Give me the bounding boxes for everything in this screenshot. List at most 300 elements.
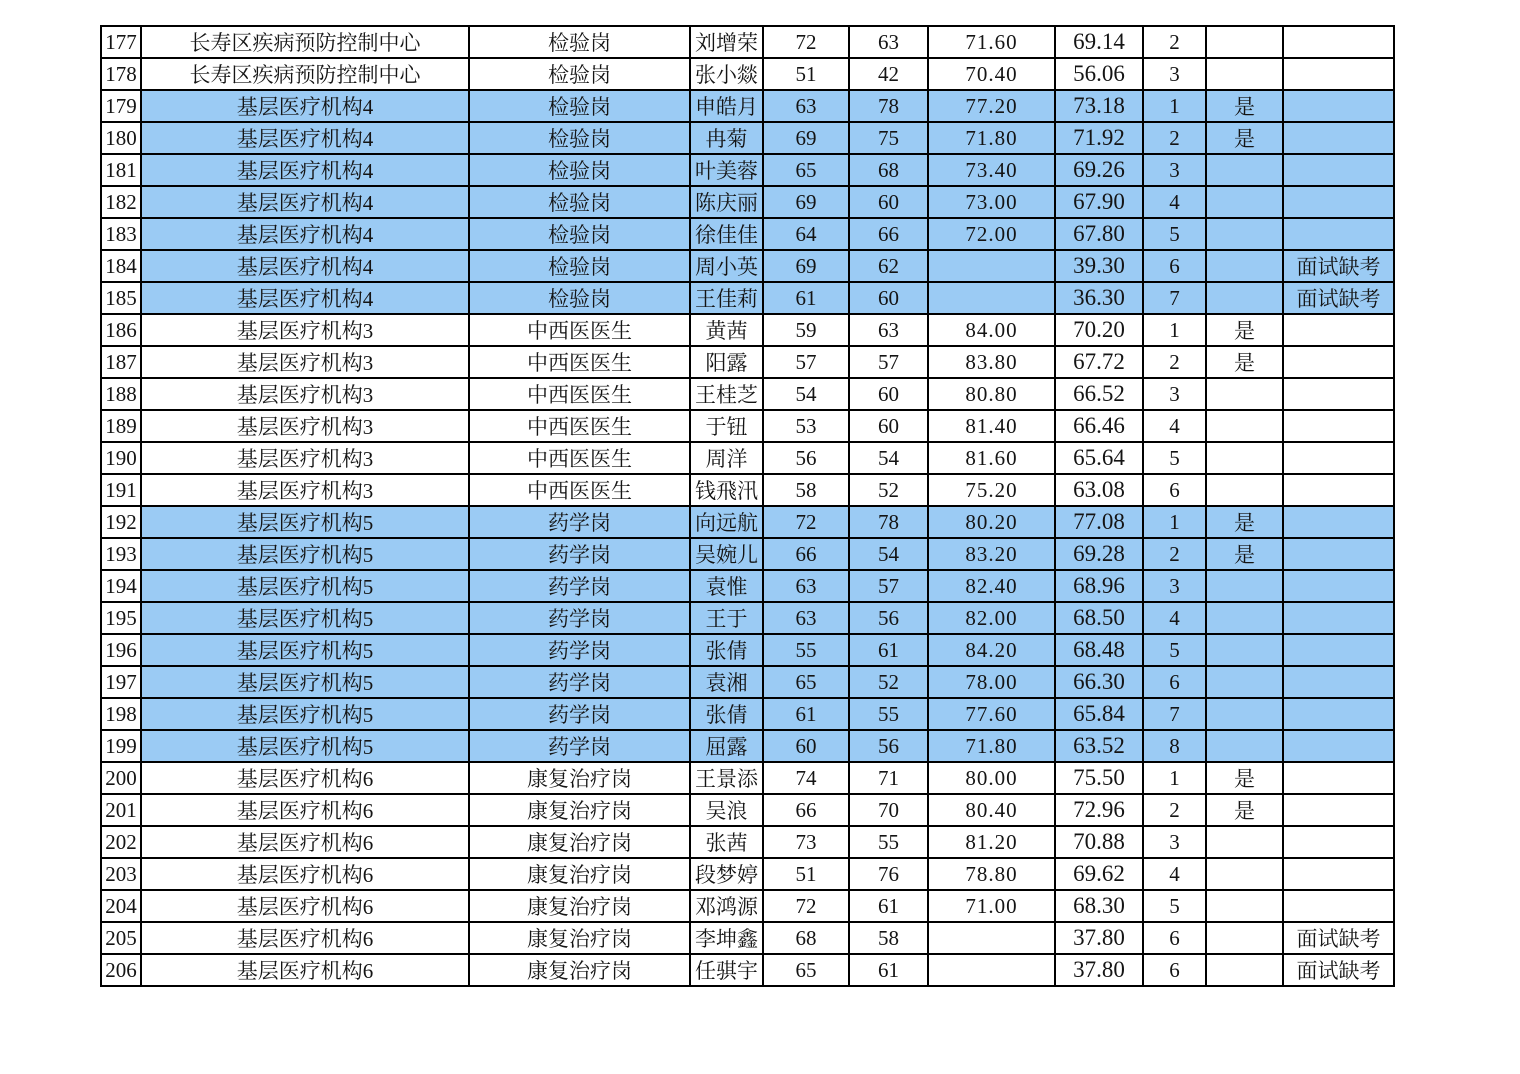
cell-total[interactable]: 39.30: [1055, 250, 1143, 282]
cell-total[interactable]: 69.28: [1055, 538, 1143, 570]
cell-rank[interactable]: 4: [1143, 602, 1206, 634]
cell-remark[interactable]: [1283, 314, 1394, 346]
cell-rank[interactable]: 1: [1143, 314, 1206, 346]
cell-rank[interactable]: 3: [1143, 378, 1206, 410]
cell-post[interactable]: 检验岗: [469, 186, 690, 218]
cell-total[interactable]: 67.80: [1055, 218, 1143, 250]
cell-total[interactable]: 63.52: [1055, 730, 1143, 762]
cell-org[interactable]: 基层医疗机构4: [141, 186, 469, 218]
cell-remark[interactable]: [1283, 890, 1394, 922]
cell-score1[interactable]: 65: [763, 154, 849, 186]
cell-score3[interactable]: [928, 282, 1055, 314]
cell-score1[interactable]: 55: [763, 634, 849, 666]
cell-name[interactable]: 陈庆丽: [690, 186, 763, 218]
cell-name[interactable]: 刘增荣: [690, 26, 763, 58]
cell-seq[interactable]: 189: [101, 410, 141, 442]
cell-total[interactable]: 70.88: [1055, 826, 1143, 858]
cell-org[interactable]: 基层医疗机构6: [141, 826, 469, 858]
cell-name[interactable]: 袁惟: [690, 570, 763, 602]
cell-rank[interactable]: 3: [1143, 826, 1206, 858]
cell-remark[interactable]: [1283, 602, 1394, 634]
cell-post[interactable]: 检验岗: [469, 282, 690, 314]
cell-rank[interactable]: 7: [1143, 698, 1206, 730]
cell-score2[interactable]: 52: [849, 666, 928, 698]
cell-pass[interactable]: 是: [1206, 122, 1283, 154]
cell-score2[interactable]: 52: [849, 474, 928, 506]
cell-remark[interactable]: [1283, 218, 1394, 250]
cell-pass[interactable]: 是: [1206, 90, 1283, 122]
cell-rank[interactable]: 3: [1143, 570, 1206, 602]
cell-seq[interactable]: 206: [101, 954, 141, 986]
cell-score1[interactable]: 69: [763, 250, 849, 282]
cell-post[interactable]: 检验岗: [469, 58, 690, 90]
cell-score1[interactable]: 58: [763, 474, 849, 506]
cell-post[interactable]: 检验岗: [469, 122, 690, 154]
cell-score3[interactable]: 82.40: [928, 570, 1055, 602]
cell-name[interactable]: 李坤鑫: [690, 922, 763, 954]
cell-remark[interactable]: [1283, 26, 1394, 58]
cell-score3[interactable]: 78.00: [928, 666, 1055, 698]
cell-score3[interactable]: 80.20: [928, 506, 1055, 538]
cell-post[interactable]: 药学岗: [469, 602, 690, 634]
cell-score2[interactable]: 58: [849, 922, 928, 954]
cell-score1[interactable]: 61: [763, 282, 849, 314]
cell-name[interactable]: 周洋: [690, 442, 763, 474]
cell-score1[interactable]: 74: [763, 762, 849, 794]
cell-seq[interactable]: 185: [101, 282, 141, 314]
cell-name[interactable]: 叶美蓉: [690, 154, 763, 186]
cell-total[interactable]: 71.92: [1055, 122, 1143, 154]
cell-rank[interactable]: 2: [1143, 346, 1206, 378]
cell-score2[interactable]: 55: [849, 698, 928, 730]
cell-total[interactable]: 56.06: [1055, 58, 1143, 90]
cell-score1[interactable]: 64: [763, 218, 849, 250]
cell-seq[interactable]: 178: [101, 58, 141, 90]
cell-seq[interactable]: 193: [101, 538, 141, 570]
cell-remark[interactable]: [1283, 442, 1394, 474]
cell-remark[interactable]: [1283, 794, 1394, 826]
cell-name[interactable]: 冉菊: [690, 122, 763, 154]
cell-name[interactable]: 王桂芝: [690, 378, 763, 410]
cell-name[interactable]: 吴婉儿: [690, 538, 763, 570]
cell-score1[interactable]: 69: [763, 186, 849, 218]
cell-score1[interactable]: 72: [763, 26, 849, 58]
cell-org[interactable]: 基层医疗机构3: [141, 346, 469, 378]
cell-score2[interactable]: 60: [849, 378, 928, 410]
cell-post[interactable]: 康复治疗岗: [469, 922, 690, 954]
cell-pass[interactable]: [1206, 826, 1283, 858]
cell-pass[interactable]: [1206, 570, 1283, 602]
cell-score3[interactable]: 71.80: [928, 730, 1055, 762]
cell-score3[interactable]: [928, 250, 1055, 282]
cell-score1[interactable]: 66: [763, 794, 849, 826]
cell-post[interactable]: 中西医医生: [469, 314, 690, 346]
cell-org[interactable]: 基层医疗机构5: [141, 506, 469, 538]
cell-seq[interactable]: 182: [101, 186, 141, 218]
cell-score1[interactable]: 69: [763, 122, 849, 154]
cell-org[interactable]: 基层医疗机构4: [141, 90, 469, 122]
cell-post[interactable]: 检验岗: [469, 90, 690, 122]
cell-rank[interactable]: 8: [1143, 730, 1206, 762]
cell-name[interactable]: 徐佳佳: [690, 218, 763, 250]
cell-score2[interactable]: 61: [849, 890, 928, 922]
cell-seq[interactable]: 180: [101, 122, 141, 154]
cell-score1[interactable]: 73: [763, 826, 849, 858]
cell-score3[interactable]: 80.00: [928, 762, 1055, 794]
cell-score3[interactable]: 72.00: [928, 218, 1055, 250]
cell-score2[interactable]: 56: [849, 730, 928, 762]
cell-total[interactable]: 66.30: [1055, 666, 1143, 698]
cell-rank[interactable]: 6: [1143, 922, 1206, 954]
cell-total[interactable]: 77.08: [1055, 506, 1143, 538]
cell-post[interactable]: 中西医医生: [469, 378, 690, 410]
cell-score2[interactable]: 60: [849, 410, 928, 442]
cell-org[interactable]: 基层医疗机构3: [141, 410, 469, 442]
cell-total[interactable]: 68.48: [1055, 634, 1143, 666]
cell-remark[interactable]: [1283, 506, 1394, 538]
cell-pass[interactable]: 是: [1206, 314, 1283, 346]
cell-org[interactable]: 基层医疗机构5: [141, 570, 469, 602]
cell-org[interactable]: 基层医疗机构6: [141, 858, 469, 890]
cell-score1[interactable]: 53: [763, 410, 849, 442]
cell-remark[interactable]: 面试缺考: [1283, 250, 1394, 282]
cell-post[interactable]: 康复治疗岗: [469, 858, 690, 890]
cell-score2[interactable]: 55: [849, 826, 928, 858]
cell-score3[interactable]: 81.40: [928, 410, 1055, 442]
cell-score1[interactable]: 57: [763, 346, 849, 378]
cell-total[interactable]: 69.14: [1055, 26, 1143, 58]
cell-org[interactable]: 基层医疗机构5: [141, 538, 469, 570]
cell-post[interactable]: 康复治疗岗: [469, 826, 690, 858]
cell-score2[interactable]: 70: [849, 794, 928, 826]
cell-total[interactable]: 68.30: [1055, 890, 1143, 922]
cell-score1[interactable]: 63: [763, 570, 849, 602]
cell-remark[interactable]: [1283, 474, 1394, 506]
cell-pass[interactable]: [1206, 186, 1283, 218]
cell-post[interactable]: 中西医医生: [469, 346, 690, 378]
cell-name[interactable]: 申皓月: [690, 90, 763, 122]
cell-rank[interactable]: 1: [1143, 762, 1206, 794]
cell-score2[interactable]: 62: [849, 250, 928, 282]
cell-post[interactable]: 检验岗: [469, 218, 690, 250]
cell-rank[interactable]: 2: [1143, 122, 1206, 154]
cell-score2[interactable]: 54: [849, 538, 928, 570]
cell-score1[interactable]: 56: [763, 442, 849, 474]
cell-org[interactable]: 基层医疗机构3: [141, 378, 469, 410]
cell-score2[interactable]: 57: [849, 346, 928, 378]
cell-seq[interactable]: 177: [101, 26, 141, 58]
cell-score2[interactable]: 76: [849, 858, 928, 890]
cell-seq[interactable]: 192: [101, 506, 141, 538]
cell-org[interactable]: 基层医疗机构3: [141, 314, 469, 346]
cell-pass[interactable]: [1206, 698, 1283, 730]
cell-org[interactable]: 基层医疗机构4: [141, 250, 469, 282]
cell-rank[interactable]: 2: [1143, 26, 1206, 58]
cell-rank[interactable]: 4: [1143, 858, 1206, 890]
cell-name[interactable]: 王佳莉: [690, 282, 763, 314]
cell-score3[interactable]: 73.00: [928, 186, 1055, 218]
cell-name[interactable]: 阳露: [690, 346, 763, 378]
cell-score2[interactable]: 61: [849, 954, 928, 986]
cell-score3[interactable]: 83.20: [928, 538, 1055, 570]
cell-pass[interactable]: [1206, 378, 1283, 410]
cell-remark[interactable]: 面试缺考: [1283, 954, 1394, 986]
cell-remark[interactable]: [1283, 538, 1394, 570]
cell-total[interactable]: 70.20: [1055, 314, 1143, 346]
cell-org[interactable]: 基层医疗机构3: [141, 442, 469, 474]
cell-org[interactable]: 基层医疗机构6: [141, 890, 469, 922]
cell-seq[interactable]: 203: [101, 858, 141, 890]
cell-name[interactable]: 邓鸿源: [690, 890, 763, 922]
cell-seq[interactable]: 181: [101, 154, 141, 186]
cell-org[interactable]: 基层医疗机构5: [141, 698, 469, 730]
cell-score3[interactable]: 82.00: [928, 602, 1055, 634]
cell-name[interactable]: 张倩: [690, 634, 763, 666]
cell-name[interactable]: 张倩: [690, 698, 763, 730]
cell-org[interactable]: 基层医疗机构6: [141, 762, 469, 794]
cell-seq[interactable]: 191: [101, 474, 141, 506]
cell-score3[interactable]: 75.20: [928, 474, 1055, 506]
cell-score2[interactable]: 56: [849, 602, 928, 634]
cell-total[interactable]: 68.50: [1055, 602, 1143, 634]
cell-seq[interactable]: 194: [101, 570, 141, 602]
cell-post[interactable]: 检验岗: [469, 250, 690, 282]
cell-score2[interactable]: 66: [849, 218, 928, 250]
cell-total[interactable]: 75.50: [1055, 762, 1143, 794]
cell-score2[interactable]: 57: [849, 570, 928, 602]
cell-seq[interactable]: 195: [101, 602, 141, 634]
cell-remark[interactable]: [1283, 666, 1394, 698]
cell-rank[interactable]: 4: [1143, 186, 1206, 218]
cell-score3[interactable]: 77.20: [928, 90, 1055, 122]
cell-score3[interactable]: 81.20: [928, 826, 1055, 858]
cell-org[interactable]: 基层医疗机构4: [141, 218, 469, 250]
cell-name[interactable]: 袁湘: [690, 666, 763, 698]
cell-total[interactable]: 67.72: [1055, 346, 1143, 378]
cell-name[interactable]: 向远航: [690, 506, 763, 538]
cell-pass[interactable]: 是: [1206, 346, 1283, 378]
cell-score1[interactable]: 61: [763, 698, 849, 730]
cell-pass[interactable]: 是: [1206, 538, 1283, 570]
cell-rank[interactable]: 2: [1143, 794, 1206, 826]
cell-remark[interactable]: [1283, 570, 1394, 602]
cell-name[interactable]: 于钮: [690, 410, 763, 442]
cell-rank[interactable]: 3: [1143, 154, 1206, 186]
cell-seq[interactable]: 184: [101, 250, 141, 282]
cell-score1[interactable]: 72: [763, 890, 849, 922]
cell-post[interactable]: 药学岗: [469, 506, 690, 538]
cell-org[interactable]: 基层医疗机构4: [141, 122, 469, 154]
cell-score2[interactable]: 60: [849, 186, 928, 218]
cell-pass[interactable]: [1206, 26, 1283, 58]
cell-seq[interactable]: 198: [101, 698, 141, 730]
cell-total[interactable]: 65.84: [1055, 698, 1143, 730]
cell-seq[interactable]: 196: [101, 634, 141, 666]
cell-name[interactable]: 段梦婷: [690, 858, 763, 890]
cell-org[interactable]: 长寿区疾病预防控制中心: [141, 58, 469, 90]
cell-seq[interactable]: 199: [101, 730, 141, 762]
cell-org[interactable]: 长寿区疾病预防控制中心: [141, 26, 469, 58]
cell-total[interactable]: 37.80: [1055, 954, 1143, 986]
cell-remark[interactable]: [1283, 186, 1394, 218]
cell-name[interactable]: 王景添: [690, 762, 763, 794]
cell-remark[interactable]: [1283, 90, 1394, 122]
cell-score3[interactable]: 83.80: [928, 346, 1055, 378]
cell-score1[interactable]: 65: [763, 954, 849, 986]
cell-post[interactable]: 药学岗: [469, 570, 690, 602]
cell-remark[interactable]: 面试缺考: [1283, 282, 1394, 314]
cell-score3[interactable]: [928, 922, 1055, 954]
cell-score1[interactable]: 63: [763, 602, 849, 634]
cell-score3[interactable]: 84.00: [928, 314, 1055, 346]
cell-org[interactable]: 基层医疗机构5: [141, 602, 469, 634]
cell-score1[interactable]: 72: [763, 506, 849, 538]
cell-pass[interactable]: [1206, 858, 1283, 890]
cell-remark[interactable]: [1283, 826, 1394, 858]
cell-post[interactable]: 中西医医生: [469, 442, 690, 474]
cell-name[interactable]: 张茜: [690, 826, 763, 858]
cell-rank[interactable]: 5: [1143, 634, 1206, 666]
cell-post[interactable]: 检验岗: [469, 26, 690, 58]
cell-total[interactable]: 69.62: [1055, 858, 1143, 890]
cell-post[interactable]: 康复治疗岗: [469, 762, 690, 794]
cell-score3[interactable]: 84.20: [928, 634, 1055, 666]
cell-total[interactable]: 69.26: [1055, 154, 1143, 186]
cell-seq[interactable]: 179: [101, 90, 141, 122]
cell-post[interactable]: 药学岗: [469, 730, 690, 762]
cell-remark[interactable]: [1283, 762, 1394, 794]
cell-seq[interactable]: 202: [101, 826, 141, 858]
cell-total[interactable]: 65.64: [1055, 442, 1143, 474]
cell-score1[interactable]: 68: [763, 922, 849, 954]
cell-post[interactable]: 中西医医生: [469, 410, 690, 442]
cell-org[interactable]: 基层医疗机构6: [141, 794, 469, 826]
cell-score3[interactable]: 71.60: [928, 26, 1055, 58]
cell-pass[interactable]: [1206, 154, 1283, 186]
cell-score3[interactable]: 77.60: [928, 698, 1055, 730]
cell-name[interactable]: 黄茜: [690, 314, 763, 346]
cell-post[interactable]: 药学岗: [469, 634, 690, 666]
cell-score2[interactable]: 54: [849, 442, 928, 474]
cell-total[interactable]: 37.80: [1055, 922, 1143, 954]
cell-score2[interactable]: 60: [849, 282, 928, 314]
cell-score2[interactable]: 78: [849, 90, 928, 122]
cell-org[interactable]: 基层医疗机构5: [141, 730, 469, 762]
cell-rank[interactable]: 2: [1143, 538, 1206, 570]
cell-org[interactable]: 基层医疗机构6: [141, 922, 469, 954]
cell-score2[interactable]: 63: [849, 314, 928, 346]
cell-pass[interactable]: [1206, 410, 1283, 442]
cell-rank[interactable]: 6: [1143, 666, 1206, 698]
cell-post[interactable]: 康复治疗岗: [469, 954, 690, 986]
cell-pass[interactable]: [1206, 730, 1283, 762]
cell-remark[interactable]: [1283, 346, 1394, 378]
cell-pass[interactable]: [1206, 602, 1283, 634]
cell-score1[interactable]: 51: [763, 58, 849, 90]
cell-score1[interactable]: 54: [763, 378, 849, 410]
cell-pass[interactable]: [1206, 442, 1283, 474]
cell-score3[interactable]: 81.60: [928, 442, 1055, 474]
cell-post[interactable]: 药学岗: [469, 666, 690, 698]
cell-pass[interactable]: [1206, 666, 1283, 698]
cell-score2[interactable]: 63: [849, 26, 928, 58]
cell-seq[interactable]: 183: [101, 218, 141, 250]
cell-score1[interactable]: 60: [763, 730, 849, 762]
cell-score2[interactable]: 42: [849, 58, 928, 90]
cell-score3[interactable]: 78.80: [928, 858, 1055, 890]
cell-org[interactable]: 基层医疗机构4: [141, 282, 469, 314]
cell-remark[interactable]: [1283, 122, 1394, 154]
cell-seq[interactable]: 201: [101, 794, 141, 826]
cell-org[interactable]: 基层医疗机构6: [141, 954, 469, 986]
cell-total[interactable]: 66.46: [1055, 410, 1143, 442]
cell-remark[interactable]: [1283, 730, 1394, 762]
cell-org[interactable]: 基层医疗机构5: [141, 634, 469, 666]
cell-seq[interactable]: 190: [101, 442, 141, 474]
cell-total[interactable]: 63.08: [1055, 474, 1143, 506]
cell-score1[interactable]: 65: [763, 666, 849, 698]
cell-remark[interactable]: [1283, 154, 1394, 186]
cell-score1[interactable]: 63: [763, 90, 849, 122]
cell-post[interactable]: 检验岗: [469, 154, 690, 186]
cell-total[interactable]: 66.52: [1055, 378, 1143, 410]
cell-rank[interactable]: 6: [1143, 954, 1206, 986]
cell-total[interactable]: 36.30: [1055, 282, 1143, 314]
cell-total[interactable]: 68.96: [1055, 570, 1143, 602]
cell-seq[interactable]: 200: [101, 762, 141, 794]
cell-post[interactable]: 中西医医生: [469, 474, 690, 506]
cell-score3[interactable]: [928, 954, 1055, 986]
cell-post[interactable]: 康复治疗岗: [469, 890, 690, 922]
cell-remark[interactable]: [1283, 378, 1394, 410]
cell-score3[interactable]: 80.40: [928, 794, 1055, 826]
cell-seq[interactable]: 186: [101, 314, 141, 346]
cell-seq[interactable]: 188: [101, 378, 141, 410]
cell-seq[interactable]: 187: [101, 346, 141, 378]
cell-name[interactable]: 屈露: [690, 730, 763, 762]
cell-rank[interactable]: 1: [1143, 506, 1206, 538]
cell-pass[interactable]: [1206, 218, 1283, 250]
cell-seq[interactable]: 204: [101, 890, 141, 922]
cell-name[interactable]: 周小英: [690, 250, 763, 282]
cell-score2[interactable]: 78: [849, 506, 928, 538]
cell-score1[interactable]: 51: [763, 858, 849, 890]
cell-rank[interactable]: 4: [1143, 410, 1206, 442]
cell-pass[interactable]: [1206, 474, 1283, 506]
cell-remark[interactable]: [1283, 698, 1394, 730]
cell-name[interactable]: 吴浪: [690, 794, 763, 826]
cell-pass[interactable]: 是: [1206, 762, 1283, 794]
cell-total[interactable]: 73.18: [1055, 90, 1143, 122]
cell-score2[interactable]: 71: [849, 762, 928, 794]
cell-pass[interactable]: [1206, 890, 1283, 922]
cell-name[interactable]: 钱飛汛: [690, 474, 763, 506]
cell-rank[interactable]: 1: [1143, 90, 1206, 122]
cell-pass[interactable]: 是: [1206, 506, 1283, 538]
cell-score2[interactable]: 61: [849, 634, 928, 666]
cell-pass[interactable]: 是: [1206, 794, 1283, 826]
cell-total[interactable]: 67.90: [1055, 186, 1143, 218]
cell-name[interactable]: 张小燚: [690, 58, 763, 90]
cell-remark[interactable]: [1283, 410, 1394, 442]
cell-score2[interactable]: 75: [849, 122, 928, 154]
cell-pass[interactable]: [1206, 634, 1283, 666]
cell-pass[interactable]: [1206, 58, 1283, 90]
cell-remark[interactable]: 面试缺考: [1283, 922, 1394, 954]
cell-score1[interactable]: 59: [763, 314, 849, 346]
cell-total[interactable]: 72.96: [1055, 794, 1143, 826]
cell-score2[interactable]: 68: [849, 154, 928, 186]
